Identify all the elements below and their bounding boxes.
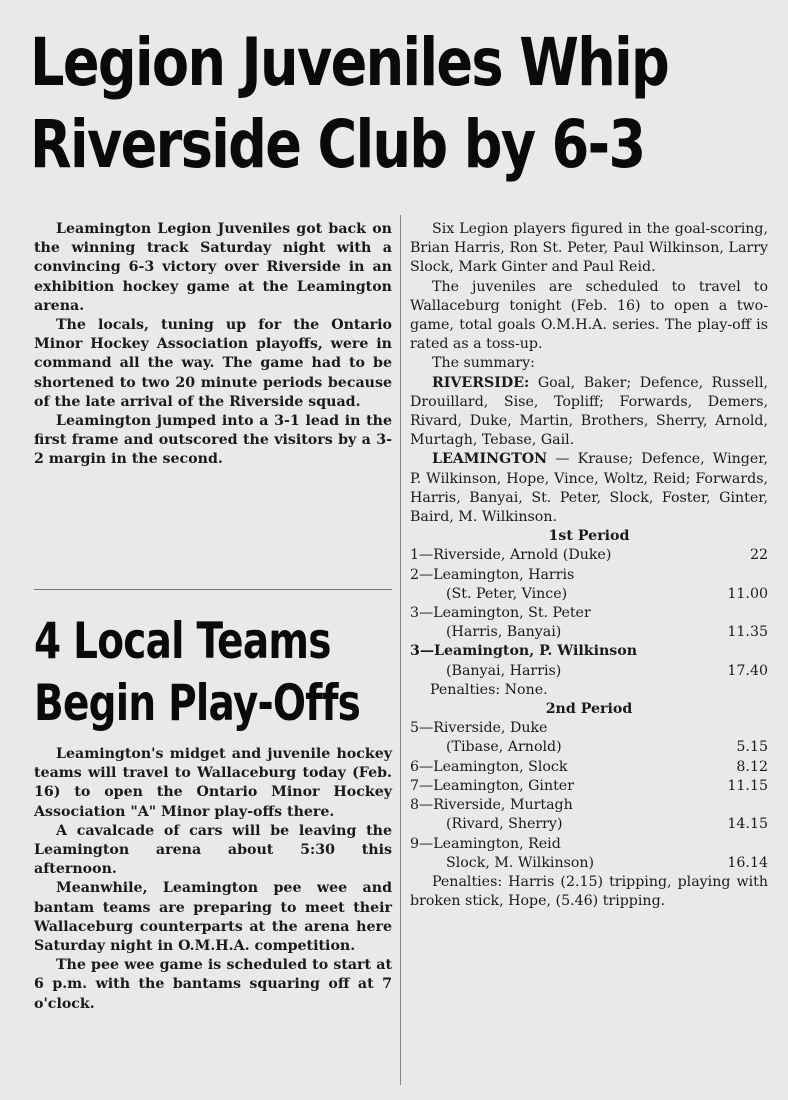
story2-column: [34, 745, 392, 1014]
period-penalties: Penalties: None.: [430, 681, 548, 698]
goal-description: 1—Riverside, Arnold (Duke): [410, 547, 612, 564]
goal-assists: (Rivard, Sherry): [446, 816, 563, 833]
goal-time: 22: [749, 547, 768, 564]
goal-description: 3—Leamington, St. Peter: [410, 605, 591, 622]
leamington-team-name: LEAMINGTON: [432, 451, 548, 468]
story2-headline-line-2: Begin Play-Offs: [34, 674, 361, 732]
story1-right-paragraph-2: The juveniles are scheduled to travel to Wallaceburg tonight (Feb. 16) to open a two-game, total goals O.M.H.A. series. The play-off is rated as a toss-up.: [410, 278, 768, 353]
goal-description: 9—Leamington, Reid: [410, 835, 561, 852]
story1-right-paragraph-3: The summary:: [432, 355, 535, 372]
period-penalties: Penalties: Harris (2.15) tripping, playing with broken stick, Hope, (5.46) tripping.: [410, 873, 768, 910]
goal-row: [410, 835, 768, 873]
riverside-lineup: [410, 374, 768, 451]
period-1: [410, 527, 768, 700]
story2-paragraph-1: Leamington's midget and juvenile hockey teams will travel to Wallaceburg today (Feb. 16) to open the Ontario Minor Hockey Association "A" Minor play-offs there.: [34, 746, 392, 820]
goal-row: [410, 719, 768, 757]
goal-description: 8—Riverside, Murtagh: [410, 797, 573, 814]
goal-time: 11.00: [727, 585, 768, 602]
story2-paragraph-3: Meanwhile, Leamington pee wee and bantam teams are preparing to meet their Wallaceburg counterparts at the arena here Saturday night in O.M.H.A. competition.: [34, 880, 392, 955]
story1-paragraph-1: Leamington Legion Juveniles got back on the winning track Saturday night with a convincing 6-3 victory over Riverside in an exhibition hockey game at the Leamington arena.: [34, 221, 392, 314]
period-2: [410, 700, 768, 911]
goal-assists: Slock, M. Wilkinson): [446, 854, 595, 871]
goal-time: 5.15: [736, 739, 768, 756]
goal-time: 16.14: [727, 854, 768, 871]
goal-assists: (Tibase, Arnold): [446, 739, 562, 756]
story2-headline: [34, 610, 362, 734]
goal-time: 17.40: [727, 662, 768, 679]
period-title: 2nd Period: [545, 701, 633, 718]
story1-paragraph-3: Leamington jumped into a 3-1 lead in the first frame and outscored the visitors by a 3-2 margin in the second.: [34, 413, 392, 468]
goal-assists: (Harris, Banyai): [446, 624, 562, 641]
goal-row: [410, 777, 768, 796]
section-divider: [34, 589, 392, 590]
story1-paragraph-2: The locals, tuning up for the Ontario Minor Hockey Association playoffs, were in command all the way. The game had to be shortened to two 20 minute periods because of the late arrival of the Riverside squad.: [34, 317, 392, 410]
story1-left-column: [34, 220, 392, 470]
riverside-lineup-text: Goal, Baker; Defence, Russell, Drouillard, Sise, Topliff; Forwards, Demers, Rivard, Duke, Martin, Brothers, Sherry, Arnold, Murtagh, Tebase, Gail.: [410, 374, 768, 449]
story2-headline-line-1: 4 Local Teams: [34, 612, 331, 670]
goal-assists: (Banyai, Harris): [446, 662, 562, 679]
goal-time: 11.35: [727, 624, 768, 641]
headline-line-2: Riverside Club by 6-3: [30, 106, 645, 183]
goal-assists: (St. Peter, Vince): [446, 585, 568, 602]
goal-time: 8.12: [736, 758, 768, 775]
goal-row: [410, 604, 768, 642]
headline-line-1: Legion Juveniles Whip: [30, 24, 669, 101]
period-title: 1st Period: [548, 528, 630, 545]
goal-row: [410, 566, 768, 604]
goal-description: 5—Riverside, Duke: [410, 720, 548, 737]
goal-time: 11.15: [727, 777, 768, 794]
riverside-team-name: RIVERSIDE:: [432, 374, 530, 391]
goal-row: [410, 642, 768, 680]
goal-time: 14.15: [727, 816, 768, 833]
main-headline: [30, 22, 669, 186]
goal-description: 2—Leamington, Harris: [410, 566, 575, 583]
goal-description: 7—Leamington, Ginter: [410, 777, 574, 794]
story1-right-column: [410, 220, 768, 911]
story1-right-paragraph-1: Six Legion players figured in the goal-scoring, Brian Harris, Ron St. Peter, Paul Wilkinson, Larry Slock, Mark Ginter and Paul Reid.: [410, 221, 768, 276]
goal-description: 3—Leamington, P. Wilkinson: [410, 643, 638, 660]
goal-row: [410, 546, 768, 565]
goal-row: [410, 796, 768, 834]
story2-paragraph-2: A cavalcade of cars will be leaving the Leamington arena about 5:30 this afternoon.: [34, 822, 392, 878]
goal-description: 6—Leamington, Slock: [410, 758, 568, 775]
goal-row: [410, 758, 768, 777]
story2-paragraph-4: The pee wee game is scheduled to start at 6 p.m. with the bantams squaring off at 7 o'clock.: [34, 957, 392, 1012]
leamington-lineup: [410, 450, 768, 527]
leamington-lineup-text: — Krause; Defence, Winger, P. Wilkinson, Hope, Vince, Woltz, Reid; Forwards, Harris, Banyai, St. Peter, Slock, Foster, Ginter, Baird, M. Wilkinson.: [410, 451, 769, 526]
column-divider: [400, 215, 401, 1085]
